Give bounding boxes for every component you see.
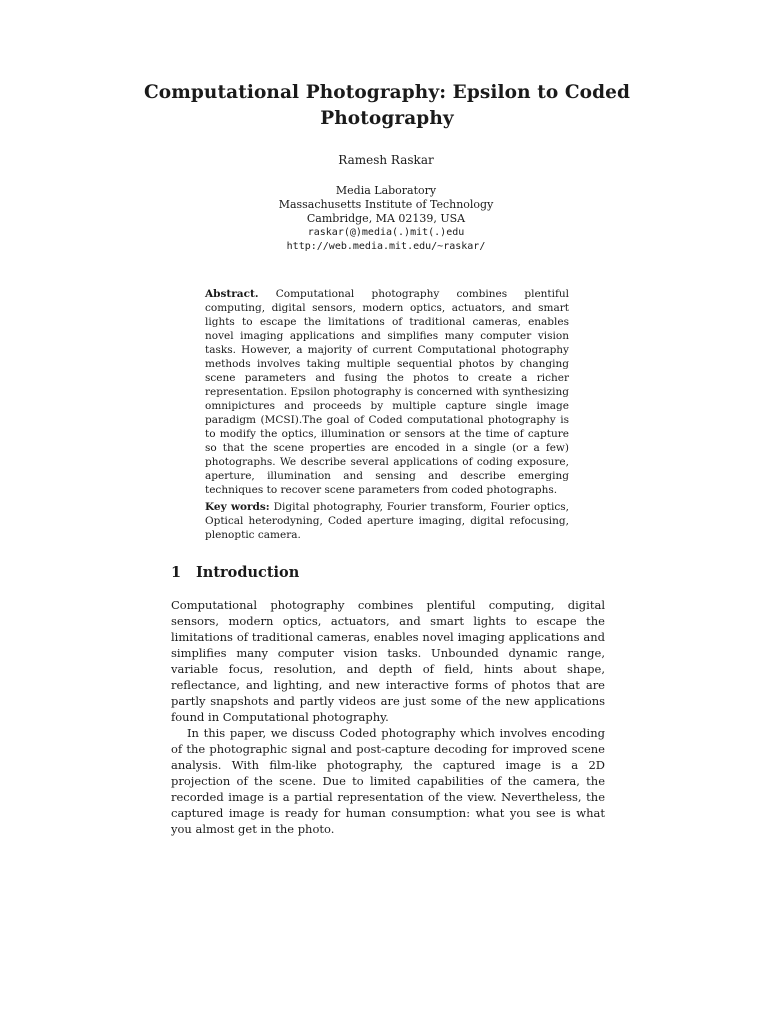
author-affiliation <box>0 184 770 254</box>
abstract-label: Abstract. <box>205 288 259 300</box>
keywords-label: Key words: <box>205 501 270 513</box>
keywords <box>205 500 569 542</box>
author-url[interactable]: http://web.media.mit.edu/~raskar/ <box>286 241 486 252</box>
section-heading <box>171 564 299 582</box>
body-paragraph: Computational photography combines plentiful computing, digital sensors, modern optics, actuators, and smart lights to escape the limitations of traditional cameras, enables novel imaging applications and simplifies many computer vision tasks. Unbounded dynamic range, variable focus, resolution, and depth of field, hints about shape, reflectance, and lighting, and new interactive forms of photos that are partly snapshots and partly videos are just some of the new applications found in Computational photography. <box>171 598 605 724</box>
affiliation-lab: Media Laboratory <box>335 184 437 197</box>
author-name: Ramesh Raskar <box>338 153 434 167</box>
section-title: Introduction <box>196 564 300 581</box>
paper-title: Computational Photography: Epsilon to Coded Photography <box>143 82 631 129</box>
body-paragraph: In this paper, we discuss Coded photography which involves encoding of the photographic signal and post-capture decoding for improved scene analysis. With film-like photography, the captured image is a 2D projection of the scene. Due to limited capabilities of the camera, the recorded image is a partial representation of the view. Nevertheless, the captured image is ready for human consumption: what you see is what you almost get in the photo. <box>171 726 605 836</box>
affiliation-address: Cambridge, MA 02139, USA <box>306 212 466 225</box>
keywords-text: Digital photography, Fourier transform, Fourier optics, Optical heterodyning, Coded aperture imaging, digital refocusing, plenoptic camera. <box>205 501 569 541</box>
section-body <box>171 597 605 837</box>
abstract <box>205 287 569 497</box>
abstract-text: Computational photography combines plentiful computing, digital sensors, modern optics, actuators, and smart lights to escape the limitations of traditional cameras, enables novel imaging applications and simplifies many computer vision tasks. However, a majority of current Computational photography methods involves taking multiple sequential photos by changing scene parameters and fusing the photos to create a richer representation. Epsilon photography is concerned with synthesizing omnipictures and proceeds by multiple capture single image paradigm (MCSI).The goal of Coded computational photography is to modify the optics, illumination or sensors at the time of capture so that the scene properties are encoded in a single (or a few) photographs. We describe several applications of coding exposure, aperture, illumination and sensing and describe emerging techniques to recover scene parameters from coded photographs. <box>205 288 570 496</box>
section-number: 1 <box>171 564 182 581</box>
author-email: raskar(@)media(.)mit(.)edu <box>307 227 465 238</box>
affiliation-institution: Massachusetts Institute of Technology <box>278 198 494 211</box>
